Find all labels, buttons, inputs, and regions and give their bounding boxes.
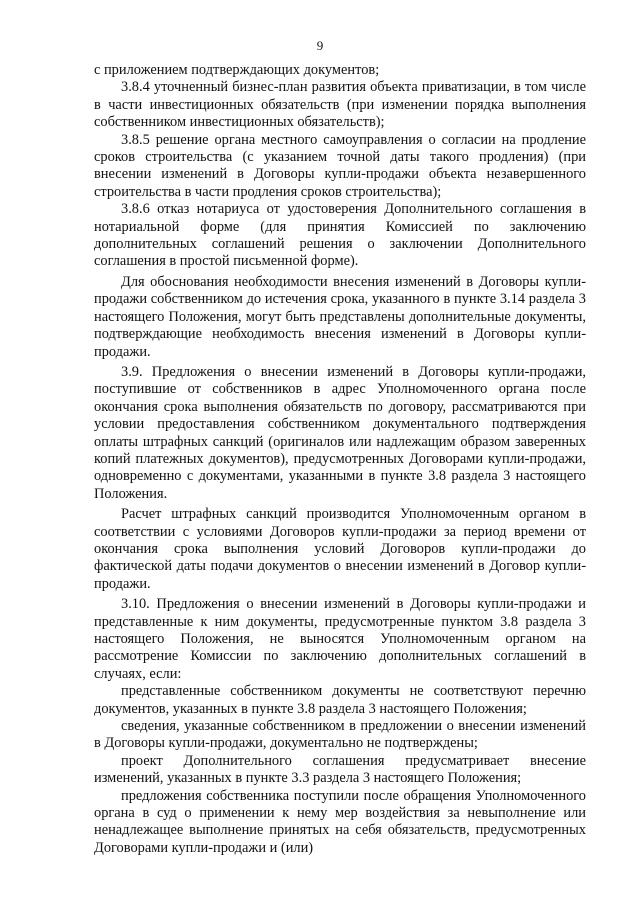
paragraph-3-9: 3.9. Предложения о внесении изменений в Договоры купли-продажи, поступившие от собственников в адрес Уполномоченного органа после окончания срока выполнения обязательств по договору, рассматриваются при условии предоставления собственником документального подтверждения оплаты штрафных санкций (оригиналов или надлежащим образом заверенных копий платежных документов), предусмотренных Договорами купли-продажи, одновременно с документами, указанными в пункте 3.8 раздела 3 настоящего Положения. — [94, 363, 586, 502]
paragraph-3-8-6: 3.8.6 отказ нотариуса от удостоверения Дополнительного соглашения в нотариальной форме (для принятия Комиссией по заключению дополнительных соглашений решения о заключении Дополнительного соглашения в простой письменной форме). — [94, 201, 586, 270]
paragraph-3-10: 3.10. Предложения о внесении изменений в Договоры купли-продажи и представленные к ним документы, предусмотренные пунктом 3.8 раздела 3 настоящего Положения, не выносятся Уполномоченным органом на рассмотрение Комиссии по заключению дополнительных соглашений в случаях, если: — [94, 596, 586, 682]
paragraph-condition-4: предложения собственника поступили после обращения Уполномоченного органа в суд о применении к нему мер воздействия за невыполнение или ненадлежащее выполнение принятых на себя обязательств, предусмотренных Договорами купли-продажи и (или) — [94, 787, 586, 856]
paragraph-condition-2: сведения, указанные собственником в предложении о внесении изменений в Договоры купли-продажи, документально не подтверждены; — [94, 718, 586, 752]
paragraph-condition-3: проект Дополнительного соглашения предусматривает внесение изменений, указанных в пункте 3.3 раздела 3 настоящего Положения; — [94, 752, 586, 787]
paragraph-3-8-4: 3.8.4 уточненный бизнес-план развития объекта приватизации, в том числе в части инвестиционных обязательств (при изменении порядка выполнения собственником инвестиционных обязательств); — [94, 79, 586, 131]
document-body — [94, 62, 586, 857]
paragraph-justification: Для обоснования необходимости внесения изменений в Договоры купли-продажи собственником до истечения срока, указанного в пункте 3.14 раздела 3 настоящего Положения, могут быть представлены дополнительные документы, подтверждающие необходимость внесения изменений в Договоры купли-продажи. — [94, 273, 586, 360]
paragraph-condition-1: представленные собственником документы не соответствуют перечню документов, указанных в пункте 3.8 раздела 3 настоящего Положения; — [94, 683, 586, 717]
paragraph-continuation: с приложением подтверждающих документов; — [94, 62, 380, 78]
paragraph-penalty-calculation: Расчет штрафных санкций производится Уполномоченным органом в соответствии с условиями Договоров купли-продажи за период времени от окончания срока выполнения условий Договоров купли-продажи до фактической даты подачи документов о внесении изменений в Договор купли-продажи. — [94, 506, 586, 592]
page-number: 9 — [316, 38, 324, 53]
paragraph-3-8-5: 3.8.5 решение органа местного самоуправления о согласии на продление сроков строительства (с указанием точной даты такого продления) (при внесении изменений в Договоры купли-продажи объекта незавершенного строительства в части продления сроков строительства); — [94, 131, 586, 200]
